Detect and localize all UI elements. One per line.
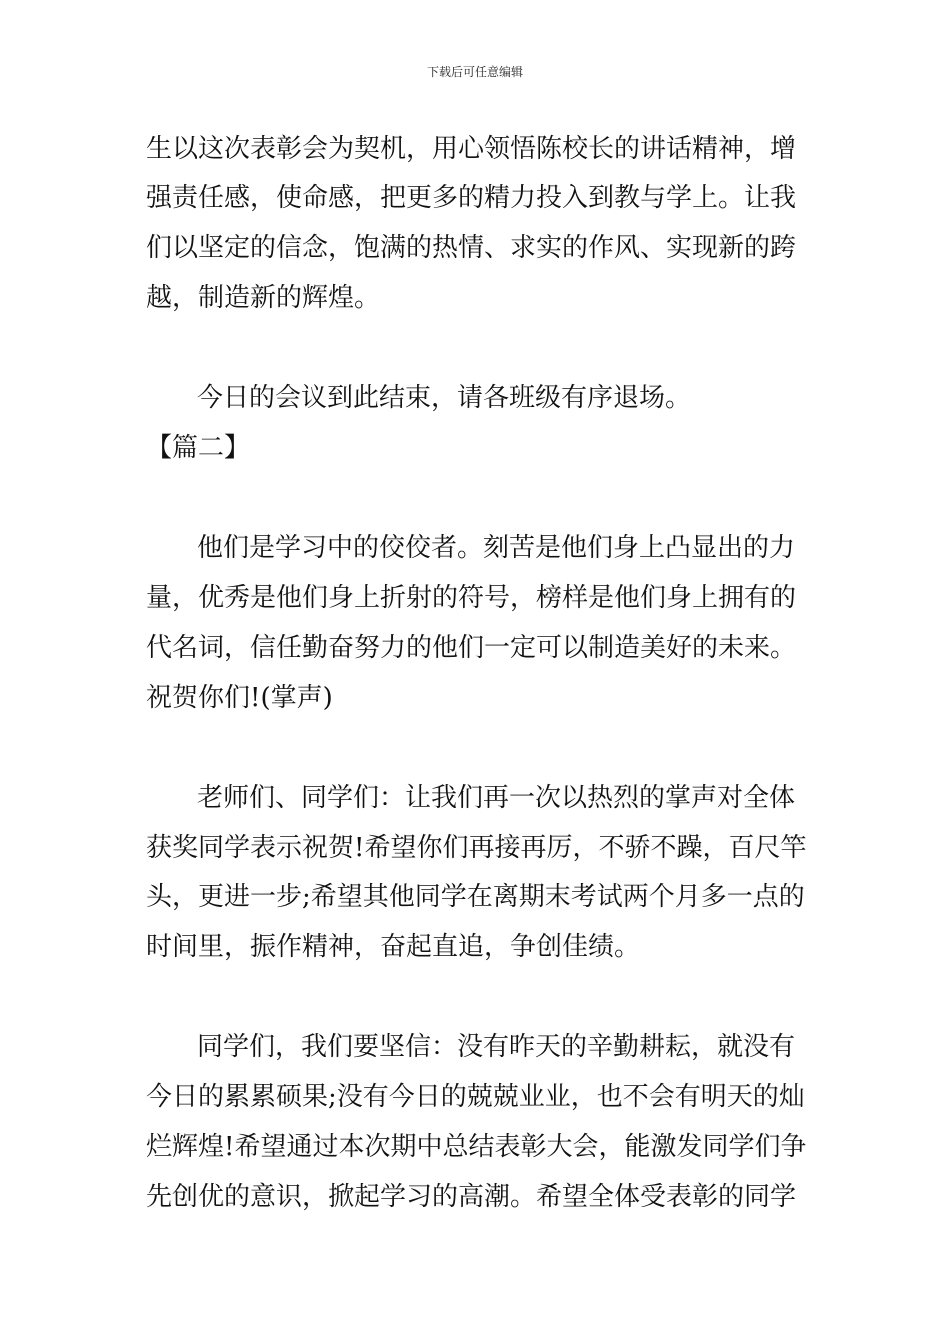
text-line: 时间里，振作精神，奋起直追，争创佳绩。 [146,932,641,962]
text-line: 生以这次表彰会为契机，用心领悟陈校长的讲话精神，增 [146,134,797,164]
text-line: 先创优的意识，掀起学习的高潮。希望全体受表彰的同学 [146,1182,797,1212]
text-line: 今日的会议到此结束，请各班级有序退场。 [197,383,692,413]
text-line: 头，更进一步;希望其他同学在离期末考试两个月多一点的 [146,882,805,912]
text-line: 代名词，信任勤奋努力的他们一定可以制造美好的未来。 [146,633,797,663]
text-line: 越，制造新的辉煌。 [146,283,381,313]
text-line: 们以坚定的信念，饱满的热情、求实的作风、实现新的跨 [146,233,797,263]
text-line: 老师们、同学们：让我们再一次以热烈的掌声对全体 [197,783,796,813]
page-header: 下载后可任意编辑 [426,65,523,79]
text-line: 他们是学习中的佼佼者。刻苦是他们身上凸显出的力 [197,533,796,563]
text-line: 今日的累累硕果;没有今日的兢兢业业，也不会有明天的灿 [146,1082,805,1112]
text-line: 祝贺你们!(掌声) [146,683,333,713]
text-line: 强责任感，使命感，把更多的精力投入到教与学上。让我 [146,183,797,213]
text-line: 量，优秀是他们身上折射的符号，榜样是他们身上拥有的 [146,583,797,613]
text-line: 获奖同学表示祝贺!希望你们再接再厉，不骄不躁，百尺竿 [146,833,807,863]
text-line: 同学们，我们要坚信：没有昨天的辛勤耕耘，就没有 [197,1032,796,1062]
section-heading: 【篇二】 [146,433,251,463]
text-line: 烂辉煌!希望通过本次期中总结表彰大会，能激发同学们争 [146,1132,807,1162]
